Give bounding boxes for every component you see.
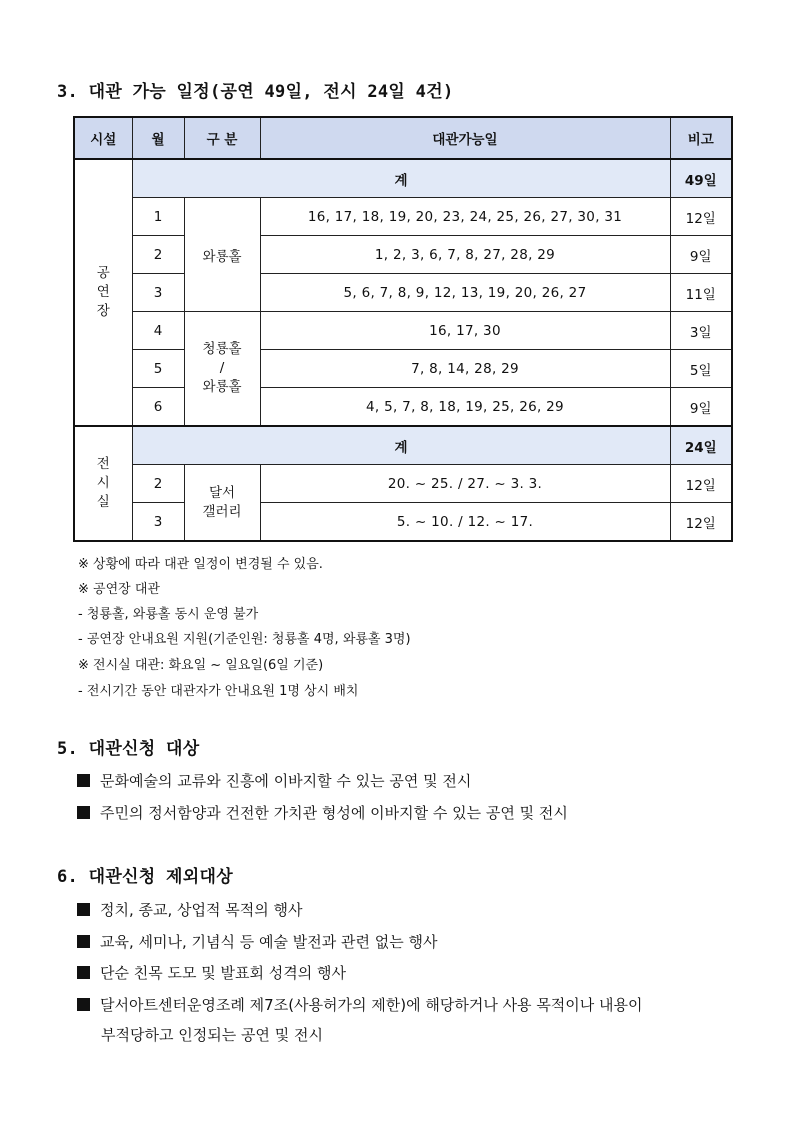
table-row [74, 198, 732, 236]
section-5-title: 5. 대관신청 대상 [57, 739, 200, 759]
month-cell: 2 [132, 236, 184, 274]
count-cell: 3일 [670, 312, 732, 350]
table-row [74, 465, 732, 503]
section-3-title: 3. 대관 가능 일정(공연 49일, 전시 24일 4건) [57, 82, 454, 102]
month-cell: 4 [132, 312, 184, 350]
total-value: 49일 [670, 159, 732, 198]
note-line: ※ 공연장 대관 [78, 582, 160, 597]
table-header-row [74, 117, 732, 159]
dates-cell: 7, 8, 14, 28, 29 [260, 350, 670, 388]
hall-cell: 달서 갤러리 [184, 465, 260, 542]
note-line: - 공연장 안내요원 지원(기준인원: 청룡홀 4명, 와룡홀 3명) [78, 632, 411, 647]
month-cell: 1 [132, 198, 184, 236]
table-row [74, 350, 732, 388]
section-6-title: 6. 대관신청 제외대상 [57, 867, 233, 887]
rental-schedule-table [73, 116, 733, 542]
list-item: 문화예술의 교류와 진흥에 이바지할 수 있는 공연 및 전시 [77, 770, 471, 791]
col-header-facility: 시설 [74, 117, 132, 159]
count-cell: 5일 [670, 350, 732, 388]
table-row [74, 274, 732, 312]
table-row [74, 312, 732, 350]
count-cell: 12일 [670, 198, 732, 236]
square-bullet-icon [77, 903, 90, 916]
dates-cell: 4, 5, 7, 8, 18, 19, 25, 26, 29 [260, 388, 670, 427]
month-cell: 6 [132, 388, 184, 427]
table-row [74, 236, 732, 274]
performance-total-row [74, 159, 732, 198]
dates-cell: 16, 17, 18, 19, 20, 23, 24, 25, 26, 27, 30, 31 [260, 198, 670, 236]
facility-performance-hall: 공 연 장 [74, 159, 132, 426]
month-cell: 2 [132, 465, 184, 503]
square-bullet-icon [77, 774, 90, 787]
exhibition-total-row [74, 426, 732, 465]
note-line: ※ 상황에 따라 대관 일정이 변경될 수 있음. [78, 557, 323, 572]
square-bullet-icon [77, 966, 90, 979]
hall-cell: 와룡홀 [184, 198, 260, 312]
dates-cell: 5, 6, 7, 8, 9, 12, 13, 19, 20, 26, 27 [260, 274, 670, 312]
dates-cell: 5. ~ 10. / 12. ~ 17. [260, 503, 670, 542]
month-cell: 5 [132, 350, 184, 388]
table-row [74, 503, 732, 542]
col-header-month: 월 [132, 117, 184, 159]
total-value: 24일 [670, 426, 732, 465]
note-line: - 청룡홀, 와룡홀 동시 운영 불가 [78, 607, 259, 622]
total-label: 계 [132, 426, 670, 465]
table-row [74, 388, 732, 427]
facility-exhibition-hall: 전 시 실 [74, 426, 132, 541]
total-label: 계 [132, 159, 670, 198]
col-header-remarks: 비고 [670, 117, 732, 159]
dates-cell: 20. ~ 25. / 27. ~ 3. 3. [260, 465, 670, 503]
count-cell: 12일 [670, 503, 732, 542]
col-header-available-dates: 대관가능일 [260, 117, 670, 159]
square-bullet-icon [77, 935, 90, 948]
hall-cell: 청룡홀 / 와룡홀 [184, 312, 260, 427]
count-cell: 11일 [670, 274, 732, 312]
note-line: - 전시기간 동안 대관자가 안내요원 1명 상시 배치 [78, 684, 359, 699]
dates-cell: 1, 2, 3, 6, 7, 8, 27, 28, 29 [260, 236, 670, 274]
square-bullet-icon [77, 806, 90, 819]
note-line: ※ 전시실 대관: 화요일 ~ 일요일(6일 기준) [78, 658, 324, 673]
list-item: 달서아트센터운영조례 제7조(사용허가의 제한)에 해당하거나 사용 목적이나 내용이 [77, 994, 643, 1015]
list-item: 주민의 정서함양과 건전한 가치관 형성에 이바지할 수 있는 공연 및 전시 [77, 802, 568, 823]
list-item: 단순 친목 도모 및 발표회 성격의 행사 [77, 962, 346, 983]
list-item-continuation: 부적당하고 인정되는 공연 및 전시 [101, 1026, 323, 1044]
month-cell: 3 [132, 503, 184, 542]
count-cell: 9일 [670, 236, 732, 274]
dates-cell: 16, 17, 30 [260, 312, 670, 350]
square-bullet-icon [77, 998, 90, 1011]
list-item: 정치, 종교, 상업적 목적의 행사 [77, 899, 303, 920]
count-cell: 9일 [670, 388, 732, 427]
count-cell: 12일 [670, 465, 732, 503]
month-cell: 3 [132, 274, 184, 312]
list-item: 교육, 세미나, 기념식 등 예술 발전과 관련 없는 행사 [77, 931, 437, 952]
col-header-category: 구 분 [184, 117, 260, 159]
